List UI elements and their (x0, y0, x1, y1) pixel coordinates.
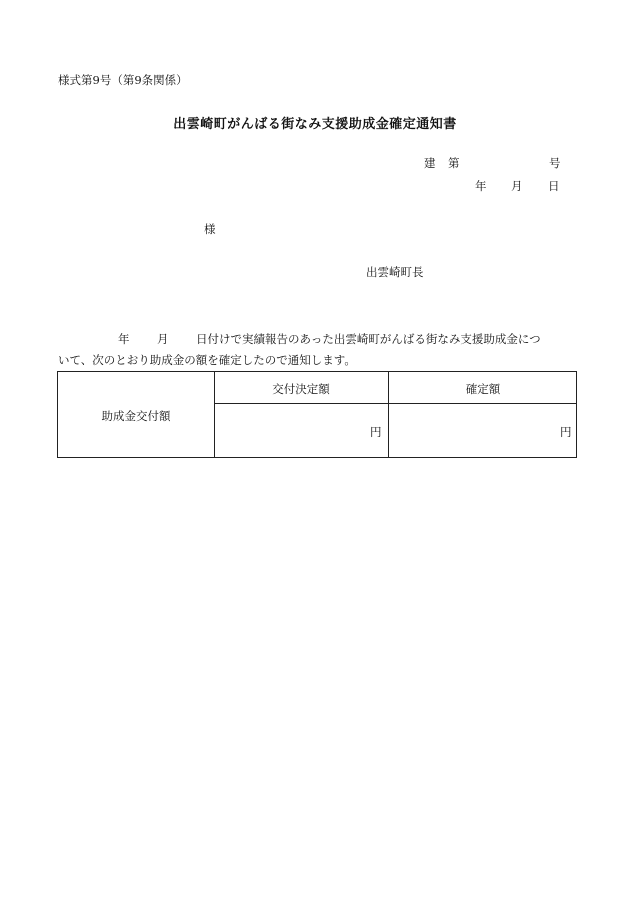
table-row-label: 助成金交付額 (101, 409, 171, 423)
doc-date-day: 日 (548, 179, 560, 193)
issuer: 出雲崎町長 (366, 265, 424, 279)
doc-number-go: 号 (549, 156, 561, 170)
body-month: 月 (157, 332, 169, 346)
table-header-decided: 交付決定額 (272, 382, 330, 396)
doc-date-month: 月 (511, 179, 523, 193)
table-header-confirmed: 確定額 (465, 382, 501, 396)
body-line1-rest: 日付けで実績報告のあった出雲崎町がんばる街なみ支援助成金につ (196, 332, 541, 346)
form-number: 様式第9号（第9条関係） (58, 73, 188, 87)
amount-table (57, 371, 577, 458)
addressee: 様 (204, 222, 216, 236)
doc-number-dai: 第 (448, 156, 460, 170)
table-divider (214, 403, 576, 404)
table-unit-decided: 円 (370, 425, 382, 439)
notice-body (58, 329, 578, 371)
notice-body-line-2: いて、次のとおり助成金の額を確定したので通知します。 (58, 353, 356, 367)
notice-body-line-1 (58, 329, 578, 350)
body-year: 年 (118, 332, 130, 346)
document-title: 出雲崎町がんばる街なみ支援助成金確定通知書 (173, 117, 457, 132)
doc-number-prefix: 建 (424, 156, 436, 170)
table-unit-confirmed: 円 (560, 425, 572, 439)
doc-date-year: 年 (475, 179, 487, 193)
